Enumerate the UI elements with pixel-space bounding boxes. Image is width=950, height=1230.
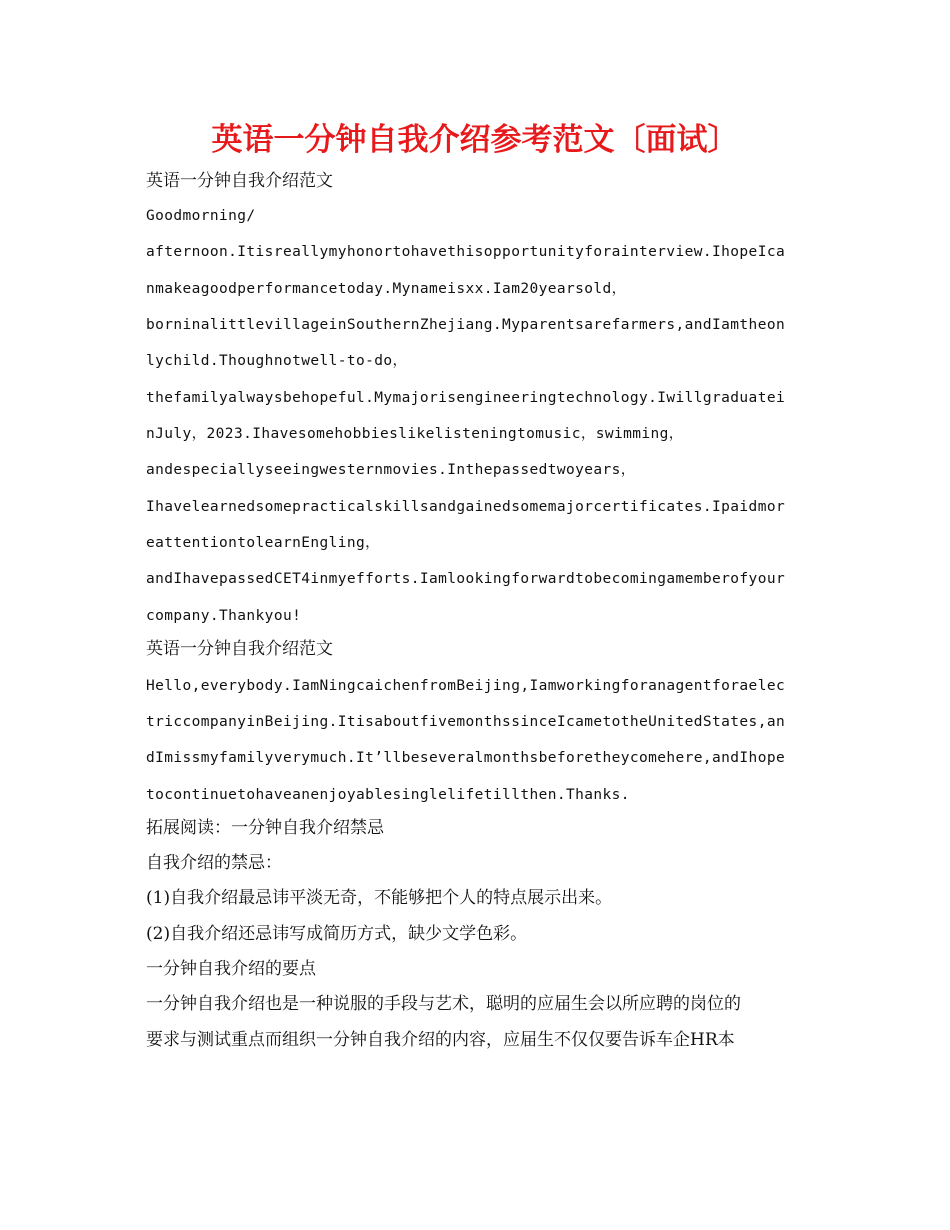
text-line: triccompanyinBeijing.ItisaboutfivemonthssinceIcametotheUnitedStates,an <box>146 714 786 730</box>
text-line: tocontinuetohaveanenjoyablesinglelifetillthen.Thanks. <box>146 787 630 803</box>
text-line: company.Thankyou! <box>146 608 302 624</box>
text-line: Hello,everybody.IamNingcaichenfromBeijing,Iamworkingforanagentforaelec <box>146 678 786 694</box>
text-line: andespeciallyseeingwesternmovies.Inthepassedtwoyears， <box>146 462 636 478</box>
text-line: 要求与测试重点而组织一分钟自我介绍的内容，应届生不仅仅要告诉车企HR本 <box>146 1030 735 1050</box>
text-line: nmakeagoodperformancetoday.Mynameisxx.Iam20yearsold， <box>146 281 627 297</box>
text-line: thefamilyalwaysbehopeful.Mymajorisengineeringtechnology.Iwillgraduatei <box>146 390 786 406</box>
paragraph-heading: 英语一分钟自我介绍范文 <box>146 639 333 659</box>
text-line: 一分钟自我介绍也是一种说服的手段与艺术，聪明的应届生会以所应聘的岗位的 <box>146 994 741 1014</box>
text-line: nJuly，2023.Ihavesomehobbieslikelisteningtomusic，swimming， <box>146 426 684 442</box>
paragraph-heading: 英语一分钟自我介绍范文 <box>146 171 333 191</box>
text-line: dImissmyfamilyverymuch.It’llbeseveralmonthsbeforetheycomehere,andIhope <box>146 750 786 766</box>
text-line: andIhavepassedCET4inmyefforts.Iamlookingforwardtobecomingamemberofyour <box>146 571 786 587</box>
text-line: eattentiontolearnEngling， <box>146 535 381 551</box>
document-title: 英语一分钟自我介绍参考范文〔面试〕 <box>211 122 739 158</box>
section-heading: 拓展阅读：一分钟自我介绍禁忌 <box>146 818 384 838</box>
text-line: borninalittlevillageinSouthernZhejiang.Myparentsarefarmers,andIamtheon <box>146 317 786 333</box>
list-item: (1)自我介绍最忌讳平淡无奇，不能够把个人的特点展示出来。 <box>146 888 613 908</box>
text-line: 自我介绍的禁忌： <box>146 853 282 873</box>
list-item: (2)自我介绍还忌讳写成简历方式，缺少文学色彩。 <box>146 924 528 944</box>
text-line: lychild.Thoughnotwell-to-do， <box>146 353 408 369</box>
text-line: Ihavelearnedsomepracticalskillsandgainedsomemajorcertificates.Ipaidmor <box>146 499 786 515</box>
text-line: afternoon.Itisreallymyhonortohavethisopportunityforainterview.IhopeIca <box>146 244 786 260</box>
text-line: Goodmorning/ <box>146 208 256 224</box>
section-heading: 一分钟自我介绍的要点 <box>146 959 316 979</box>
